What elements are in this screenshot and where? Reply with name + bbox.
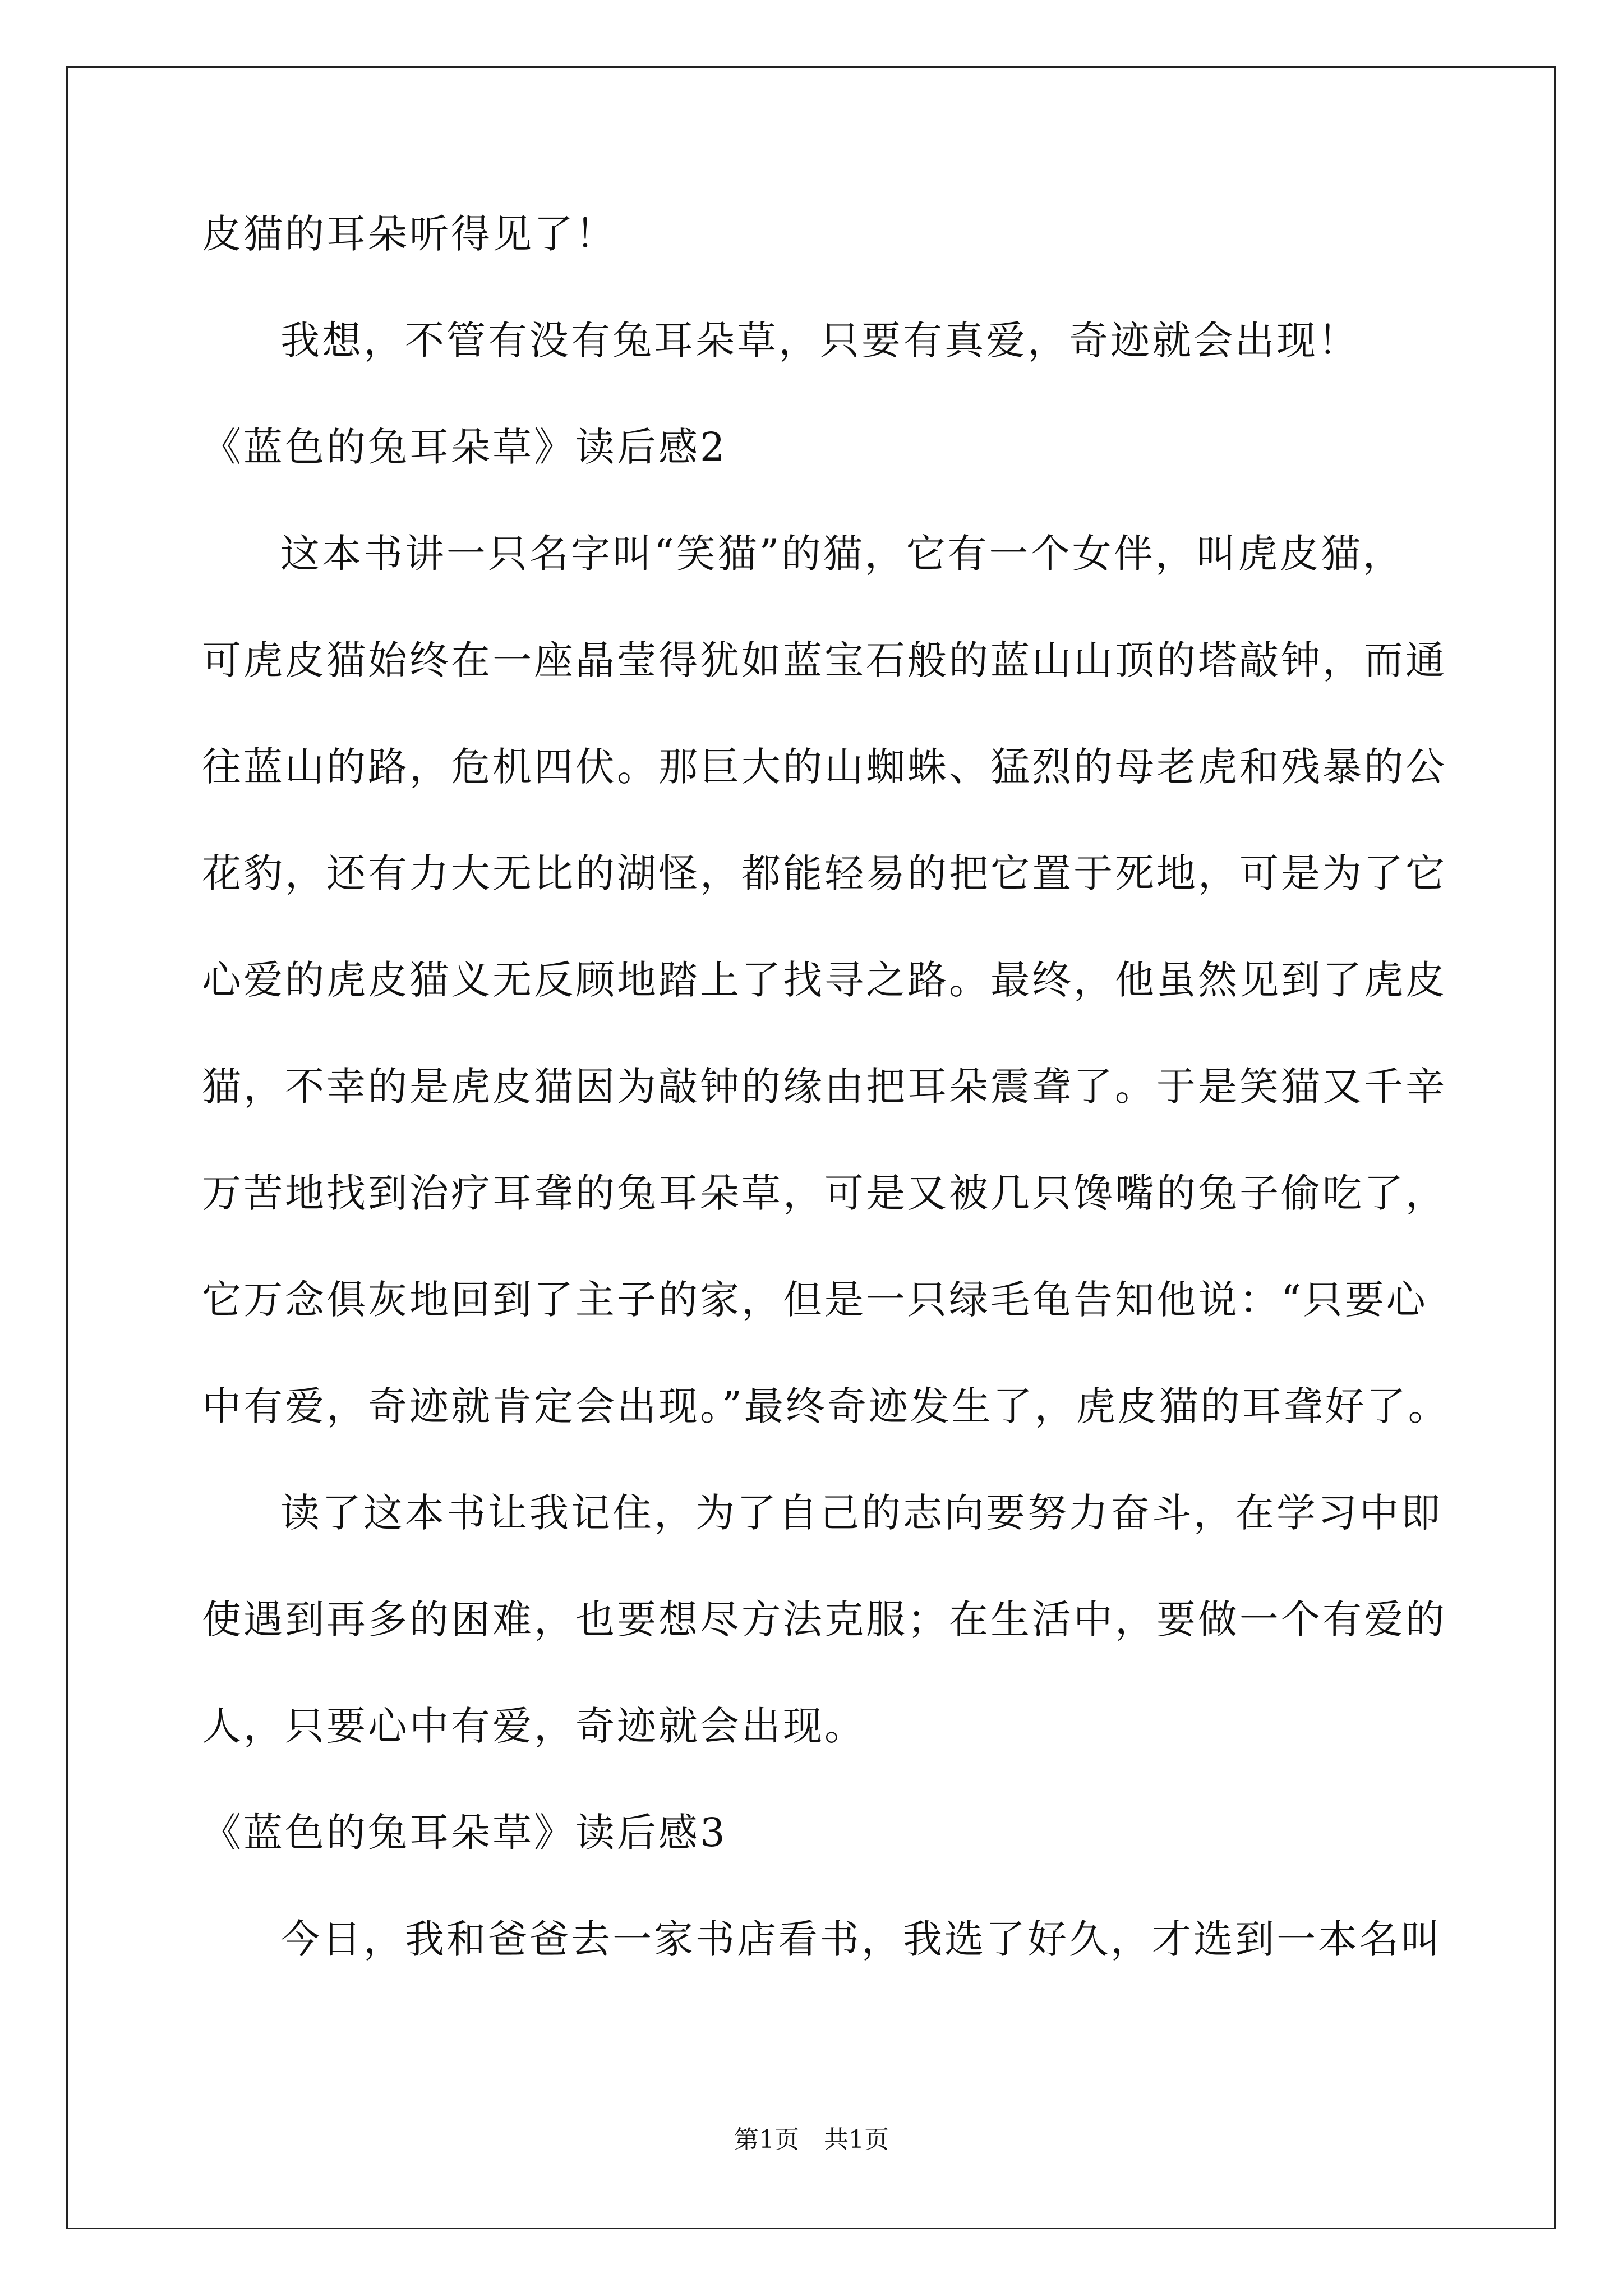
paragraph-line: 我想，不管有没有兔耳朵草，只要有真爱，奇迹就会出现！ xyxy=(280,318,1359,364)
section-heading: 《蓝色的兔耳朵草》读后感3 xyxy=(202,1810,727,1856)
paragraph-line: 这本书讲一只名字叫“笑猫”的猫，它有一个女伴，叫虎皮猫， xyxy=(280,531,1404,577)
paragraph-line: 万苦地找到治疗耳聋的兔耳朵草，可是又被几只馋嘴的兔子偷吃了， xyxy=(202,1170,1447,1216)
section-heading: 《蓝色的兔耳朵草》读后感2 xyxy=(202,424,727,470)
paragraph-line: 中有爱，奇迹就肯定会出现。”最终奇迹发生了，虎皮猫的耳聋好了。 xyxy=(202,1383,1450,1429)
page-border xyxy=(66,66,1556,2229)
page-number-footer: 第1页 共1页 xyxy=(734,2125,889,2154)
paragraph-line: 皮猫的耳朵听得见了！ xyxy=(202,211,617,257)
paragraph-line: 往蓝山的路，危机四伏。那巨大的山蜘蛛、猛烈的母老虎和残暴的公 xyxy=(202,744,1447,790)
paragraph-line: 读了这本书让我记住，为了自己的志向要努力奋斗，在学习中即 xyxy=(280,1490,1442,1536)
paragraph-line: 它万念俱灰地回到了主子的家，但是一只绿毛龟告知他说：“只要心 xyxy=(202,1277,1428,1323)
paragraph-line: 今日，我和爸爸去一家书店看书，我选了好久，才选到一本名叫 xyxy=(280,1916,1442,1962)
paragraph-line: 心爱的虎皮猫义无反顾地踏上了找寻之路。最终，他虽然见到了虎皮 xyxy=(202,957,1447,1003)
paragraph-line: 猫，不幸的是虎皮猫因为敲钟的缘由把耳朵震聋了。于是笑猫又千辛 xyxy=(202,1064,1447,1110)
paragraph-line: 使遇到再多的困难，也要想尽方法克服；在生活中，要做一个有爱的 xyxy=(202,1596,1447,1642)
paragraph-line: 花豹，还有力大无比的湖怪，都能轻易的把它置于死地，可是为了它 xyxy=(202,850,1447,896)
paragraph-line: 人，只要心中有爱，奇迹就会出现。 xyxy=(202,1703,866,1749)
paragraph-line: 可虎皮猫始终在一座晶莹得犹如蓝宝石般的蓝山山顶的塔敲钟，而通 xyxy=(202,637,1447,683)
